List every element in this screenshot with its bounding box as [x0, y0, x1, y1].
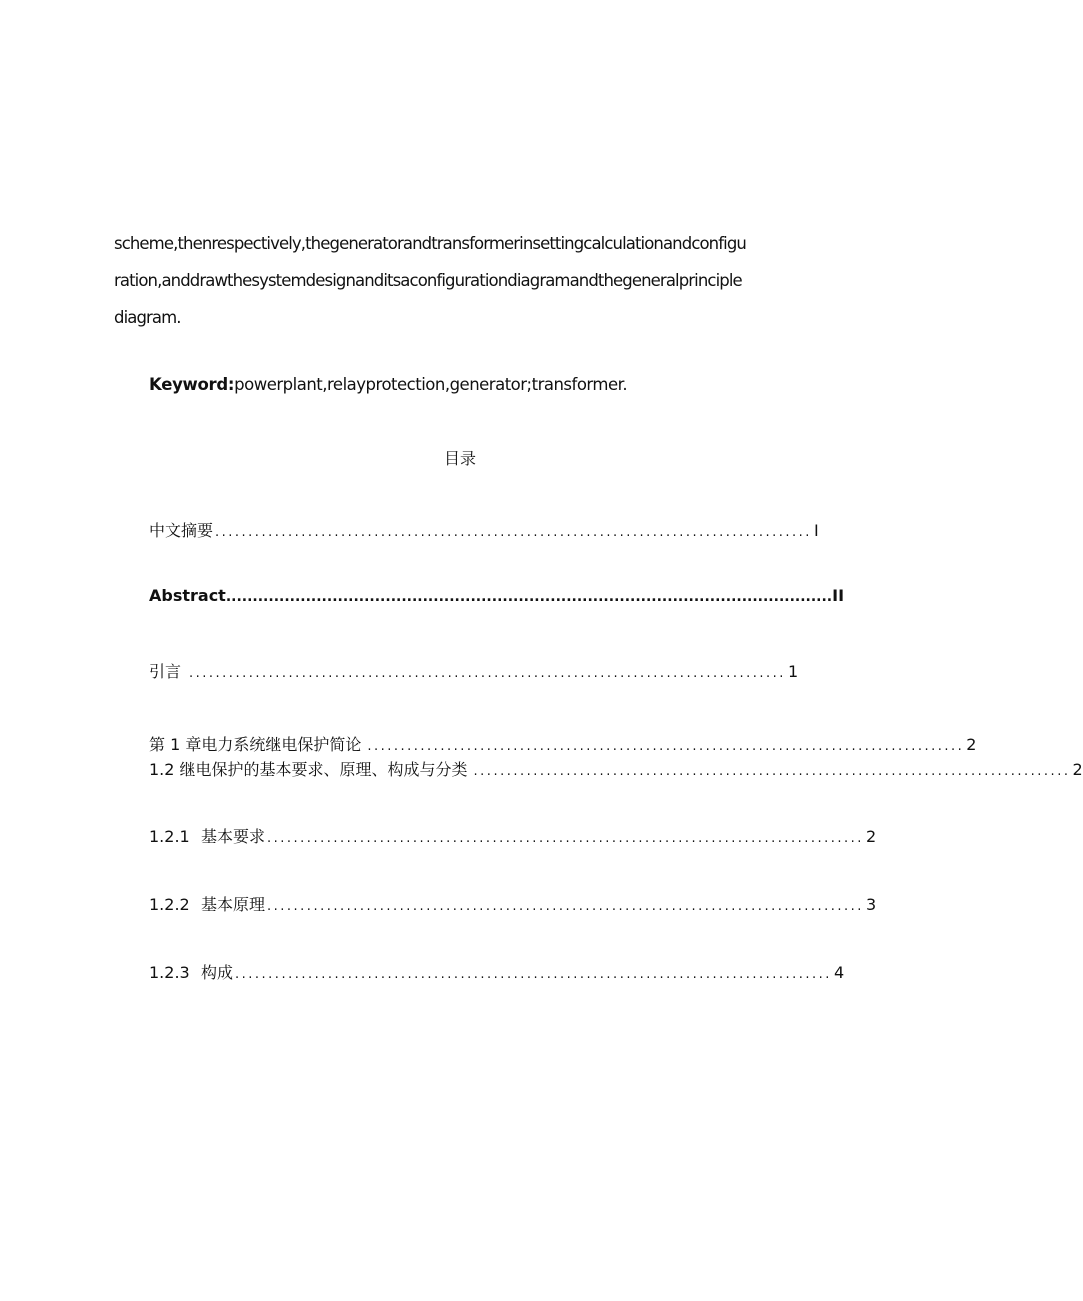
toc-entry[interactable] [149, 824, 877, 846]
toc-entry-page: 2 [1072, 760, 1083, 779]
toc-entry[interactable] [149, 892, 877, 914]
toc-entry-label: 引言 [149, 662, 182, 681]
toc-leader: .......................................................................................... [367, 739, 965, 754]
abstract-line-3: diagram. [114, 308, 181, 327]
toc-entry[interactable] [149, 732, 977, 754]
toc-entry-label: 构成 [201, 963, 234, 982]
toc-leader: .................................................................................................................. [225, 589, 833, 605]
toc-title: 目录 [443, 449, 476, 468]
keyword-line [149, 375, 627, 394]
keyword-text: powerplant,relayprotection,generator;transformer. [234, 375, 628, 394]
toc-entry[interactable] [149, 960, 845, 982]
toc-entry-page: 2 [865, 827, 877, 846]
toc-entry[interactable] [149, 518, 819, 540]
toc-entry-page: II [832, 586, 845, 605]
toc-entry[interactable] [149, 757, 1083, 779]
toc-leader: .......................................................................................... [473, 764, 1071, 779]
toc-entry-page: 4 [833, 963, 845, 982]
toc-entry-page: 2 [966, 735, 977, 754]
toc-entry-number: 1.2.2 [149, 895, 190, 914]
toc-entry-page: I [813, 521, 819, 540]
toc-leader: .......................................................................................... [267, 831, 864, 846]
toc-leader: .......................................................................................... [267, 899, 864, 914]
toc-entry-label: Abstract [149, 586, 226, 605]
toc-entry-label: 中文摘要 [149, 521, 214, 540]
toc-entry[interactable] [149, 586, 845, 608]
toc-leader: .......................................................................................... [189, 666, 786, 681]
toc-leader: .......................................................................................... [235, 967, 832, 982]
toc-entry-label: 1.2 继电保护的基本要求、原理、构成与分类 [149, 760, 468, 779]
toc-leader: .......................................................................................... [215, 525, 812, 540]
abstract-line-2: ration,anddrawthesystemdesignanditsaconfigurationdiagramandthegeneralprinciple [114, 271, 742, 290]
keyword-label: Keyword: [149, 375, 235, 394]
toc-entry-label: 基本要求 [201, 827, 266, 846]
abstract-line-1: scheme,thenrespectively,thegeneratorandtransformerinsettingcalculationandconfigu [114, 234, 746, 253]
toc-entry-label: 基本原理 [201, 895, 266, 914]
toc-entry[interactable] [149, 659, 799, 681]
toc-entry-number: 1.2.1 [149, 827, 190, 846]
toc-entry-number: 1.2.3 [149, 963, 190, 982]
toc-entry-label: 第 1 章电力系统继电保护简论 [149, 735, 362, 754]
toc-entry-page: 3 [865, 895, 877, 914]
toc-entry-page: 1 [787, 662, 799, 681]
